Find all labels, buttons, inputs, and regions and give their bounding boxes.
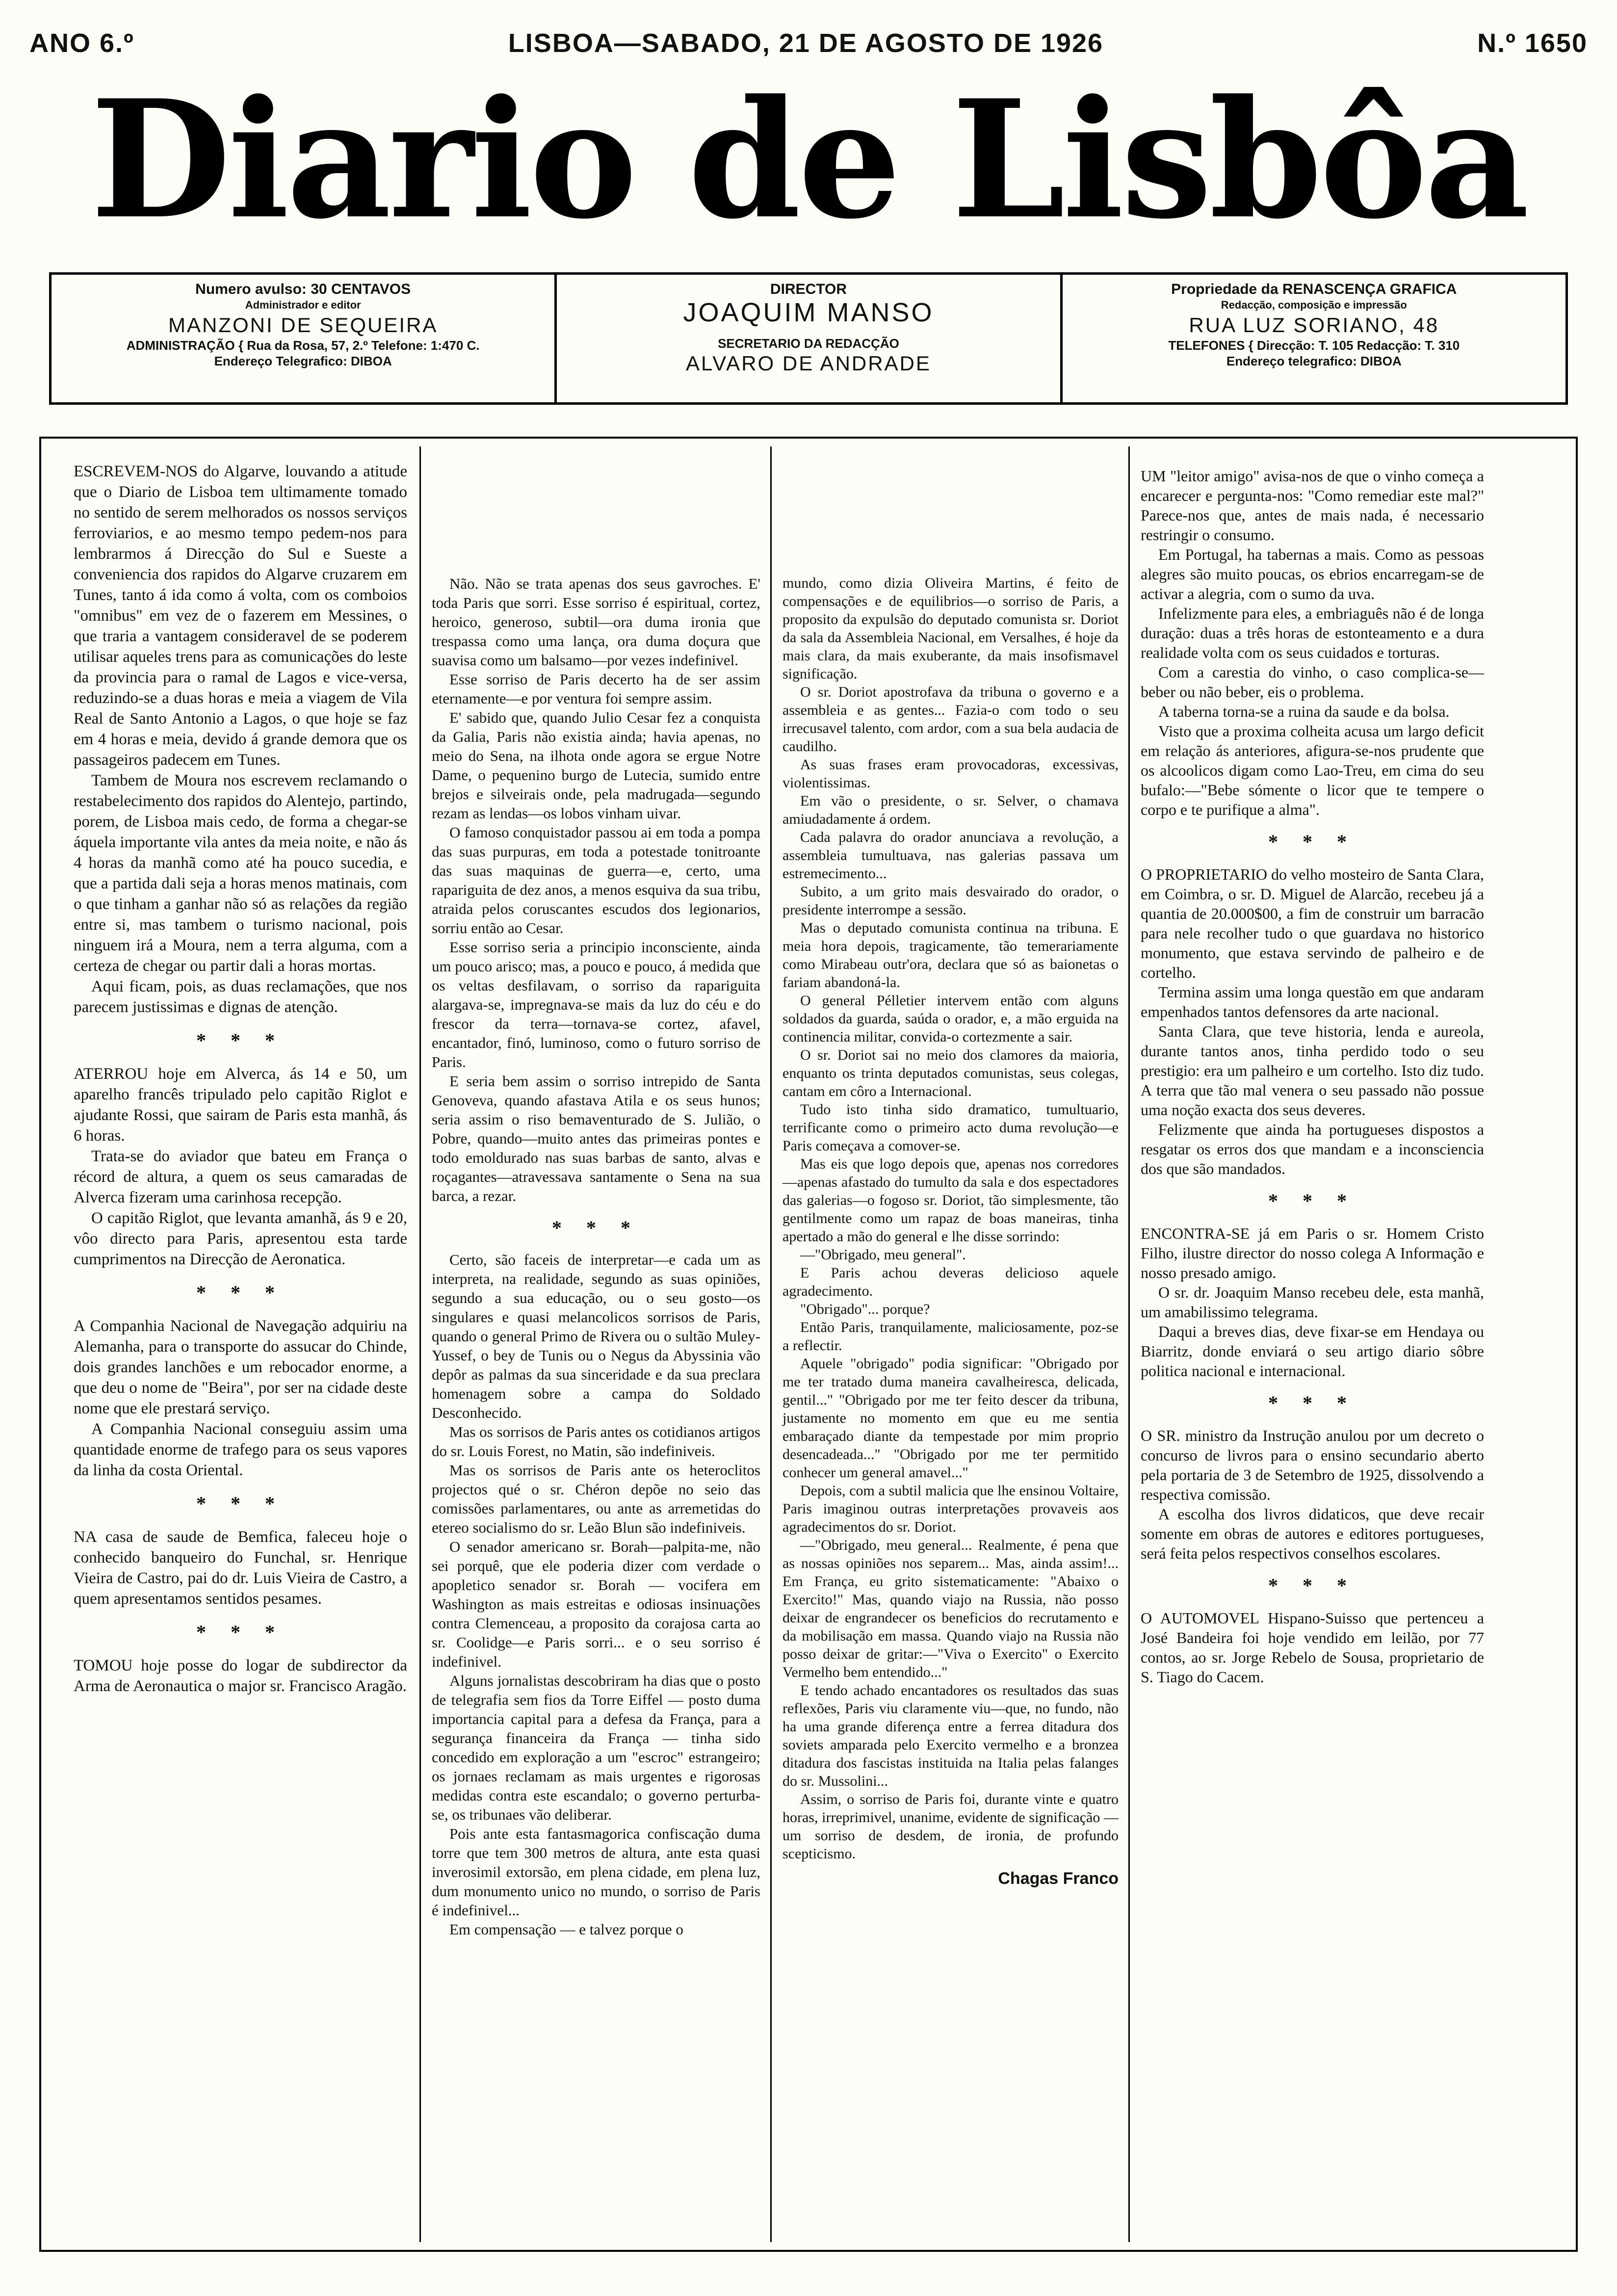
paragraph: Esse sorriso de Paris decerto ha de ser assim eternamente—e por ventura foi sempre assim. [432, 671, 760, 707]
paragraph: O sr. Doriot sai no meio dos clamores da maioria, enquanto os trinta deputados comunistas, seus colegas, cantam em côro a Internacional. [782, 1047, 1119, 1099]
paragraph: Assim, o sorriso de Paris foi, durante vinte e quatro horas, irreprimivel, unanime, evidente de significação — um sorriso de desdem, de ironia, de profundo scepticismo. [782, 1791, 1119, 1862]
paragraph: O famoso conquistador passou ai em toda a pompa das suas purpuras, em toda a potestade tonitroante das suas maquinas de guerra—e, certo, uma rapariguita de dez anos, a menos esquiva da sua tribu, atraida pelos coruscantes escudos dos legionarios, sorriu então ao Cesar. [432, 824, 760, 937]
article-aviator: ATERROU hoje em Alverca, ás 14 e 50, um aparelho francês tripulado pelo capitão Riglot e ajudante Rossi, que sairam de Paris esta manhã, ás 6 horas. [74, 1065, 407, 1145]
paragraph: Tambem de Moura nos escrevem reclamando o restabelecimento dos rapidos do Alentejo, partindo, porem, de Lisboa mais cedo, de forma a chegar-se áquela importante vila antes da meia noite, e não ás 4 horas da manhã como até ha pouco sucedia, e que a partida dali seja a horas menos matinais, com o que tinham a ganhar não só as relações da região entre si, mas tambem o turismo nacional, pois ninguem irá a Moura, nem a terra alguma, com a certeza de chegar ou partir dali a horas mortas. [74, 772, 407, 975]
article-wine: UM "leitor amigo" avisa-nos de que o vinho começa a encarecer e pergunta-nos: "Como remediar este mal?" Parece-nos que, antes de mais nada, é necessario restringir o consumo. [1141, 467, 1484, 544]
paragraph: mundo, como dizia Oliveira Martins, é feito de compensações e de equilibrios—o sorriso de Paris, a proposito da expulsão do deputado comunista sr. Doriot da sala da Assembleia Nacional, em Versalhes, é hoje da mais clara, da mais exuberante, da mais insofismavel significação. [782, 575, 1119, 682]
paragraph: A taberna torna-se a ruina da saude e da bolsa. [1158, 703, 1450, 720]
paragraph: A escolha dos livros didaticos, que deve recair somente em obras de autores e editores portugueses, será feita pelos respectivos conselhos escolares. [1141, 1505, 1484, 1562]
paragraph: Em vão o presidente, o sr. Selver, o chamava amiudadamente á ordem. [782, 793, 1119, 827]
masthead-title: Diario de Lisbôa [90, 64, 1527, 255]
section-divider: * * * [1268, 1190, 1356, 1212]
section-divider: * * * [1268, 1574, 1356, 1596]
paragraph: Tudo isto tinha sido dramatico, tumultuario, terrificante como o primeiro acto duma revolução—e Paris começava a comover-se. [782, 1101, 1119, 1154]
right-ear [1063, 275, 1565, 402]
editor-name: MANZONI DE SEQUEIRA [168, 313, 438, 337]
section-divider: * * * [196, 1029, 285, 1051]
paragraph: Visto que a proxima colheita acusa um largo deficit em relação ás anteriores, afigura-se-nos prudente que os alcoolicos digam como Lao-Treu, em cima do seu bufalo:—"Bebe sómente o licor que te tempere o corpo e te purifique a alma". [1141, 722, 1484, 818]
address-line: RUA LUZ SORIANO, 48 [1189, 313, 1439, 337]
masthead-ears [49, 272, 1568, 405]
printing-label: Redacção, composição e impressão [1221, 299, 1407, 311]
article-instruction-minister: O SR. ministro da Instrução anulou por um decreto o concurso de livros para o ensino secundario aberto pela portaria de 3 de Setembro de 1925, dissolvendo a respectiva comissão. [1141, 1427, 1484, 1503]
owner-line: Propriedade da RENASCENÇA GRAFICA [1171, 281, 1457, 297]
article-aeronautics: TOMOU hoje posse do logar de subdirector da Arma de Aeronautica o major sr. Francisco Aragão. [74, 1657, 407, 1695]
phones-line: TELEFONES { Direcção: T. 105 Redacção: T. 310 [1168, 338, 1460, 353]
issue-number: N.º 1650 [1477, 28, 1588, 58]
paragraph: As suas frases eram provocadoras, excessivas, violentissimas. [782, 757, 1119, 791]
director-label: DIRECTOR [770, 281, 847, 297]
paragraph: E tendo achado encantadores os resultados das suas reflexões, Paris viu claramente viu—que, no fundo, não ha uma grande diferença entre a ferrea ditadura dos soviets amparada pelo Exercito vermelho e a bronzea ditadura dos fascistas instituida na Italia pelas falanges do sr. Mussolini... [782, 1682, 1119, 1789]
price-line: Numero avulso: 30 CENTAVOS [195, 281, 411, 297]
section-divider: * * * [196, 1492, 285, 1514]
article-navigation-company: A Companhia Nacional de Navegação adquiriu na Alemanha, para o transporte do assucar do Chinde, dois grandes lanchões e um rebocador enorme, a que deu o nome de "Beira", por ser na cidade deste nome que ele prestará serviço. [74, 1317, 407, 1417]
director-name: JOAQUIM MANSO [683, 298, 934, 327]
section-divider: * * * [1268, 1392, 1356, 1414]
paragraph: A Companhia Nacional conseguiu assim uma quantidade enorme de trafego para os seus vapores da linha da costa Oriental. [74, 1420, 407, 1479]
column-center-left [432, 574, 760, 1939]
article-santa-clara: O PROPRIETARIO do velho mosteiro de Santa Clara, em Coimbra, o sr. D. Miguel de Alarcão, recebeu já a quantia de 20.000$00, a fim de construir um barracão para nele recolher tudo o que guardava no historico monumento, que estava servindo de palheiro e de cortelho. [1141, 865, 1484, 981]
paragraph: Esse sorriso seria a principio inconsciente, ainda um pouco arisco; mas, a pouco e pouco, á medida que os veltas desfilavam, o sorriso da rapariguita alargava-se, impregnava-se mais da luz do céu e do frescor da terra—tornava-se cortez, afavel, encantador, finó, luminoso, como o futuro sorriso de Paris. [432, 939, 760, 1070]
headline-wrap [427, 456, 1153, 569]
issue-date: LISBOA—SABADO, 21 DE AGOSTO DE 1926 [508, 28, 1104, 58]
paragraph: E Paris achou deveras delicioso aquele agradecimento. [782, 1265, 1119, 1299]
telegraph-address: Endereço Telegrafico: DIBOA [214, 354, 392, 368]
paragraph: Santa Clara, que teve historia, lenda e aureola, durante tantos anos, tinha perdido todo o seu prestigio: era um palheiro e um cortelho. Isto diz tudo. A terra que tão mal venera o seu passado não possue uma noção exacta dos seus deveres. [1141, 1022, 1484, 1119]
paragraph: Daqui a breves dias, deve fixar-se em Hendaya ou Biarritz, donde enviará o seu artigo diario sôbre politica nacional e internacional. [1141, 1323, 1484, 1380]
paragraph: O senador americano sr. Borah—palpita-me, não sei porquê, que ele poderia dizer com verdade o apopletico senador sr. Borah — vocifera em Washington as mais estreitas e odiosas insinuações contra Clemenceau, a proposito da corajosa carta ao sr. Coolidge—e Paris sorri... e o seu sorriso é indefinivel. [432, 1538, 760, 1670]
article-obituary: NA casa de saude de Bemfica, faleceu hoje o conhecido banqueiro do Funchal, sr. Henrique Vieira de Castro, pai do dr. Luis Vieira de Castro, a quem apresentamos sentidos pesames. [74, 1528, 407, 1608]
paragraph: Depois, com a subtil malicia que lhe ensinou Voltaire, Paris imaginou outras interpretações provaveis aos agradecimentos do sr. Doriot. [782, 1483, 1119, 1535]
section-divider: * * * [196, 1621, 285, 1643]
paragraph: Mas os sorrisos de Paris ante os heteroclitos projectos qué o sr. Chéron depõe no seio das comissões parlamentares, ou ante as arremetidas do etereo socialismo do sr. Leão Blun são indefiniveis. [432, 1461, 760, 1536]
telegraph-address-right: Endereço telegrafico: DIBOA [1226, 354, 1402, 368]
column-rule [1128, 446, 1130, 2242]
administration-line: ADMINISTRAÇÃO { Rua da Rosa, 57, 2.º Telefone: 1:470 C. [126, 338, 480, 353]
paragraph: Subito, a um grito mais desvairado do orador, o presidente interrompe a sessão. [782, 884, 1119, 918]
section-divider: * * * [1268, 831, 1356, 853]
author-signature: Chagas Franco [998, 1869, 1119, 1888]
paragraph: Alguns jornalistas descobriram ha dias que o posto de telegrafia sem fios da Torre Eiffel — posto duma importancia capital para a defesa da França, para a segurança financeira da França — tinha sido concedido em exploração a um "escroc" estrangeiro; os jornaes reclamam as mais urgentes e rigorosas medidas contra este escandalo; o governo perturba-se, os tribunaes vão deliberar. [432, 1672, 760, 1823]
column-rule [419, 446, 421, 2242]
paragraph: Mas o deputado comunista continua na tribuna. E meia hora depois, tragicamente, tão temerariamente como Mirabeau outr'ora, declara que só as baionetas o fariam abandoná-la. [782, 920, 1119, 991]
article-homem-cristo: ENCONTRA-SE já em Paris o sr. Homem Cristo Filho, ilustre director do nosso colega A Informação e nosso presado amigo. [1141, 1225, 1484, 1281]
paragraph: Trata-se do aviador que bateu em França o récord de altura, a quem os seus camaradas de Alverca fizeram uma carinhosa recepção. [74, 1148, 407, 1206]
column-rule [770, 446, 772, 2242]
section-divider: * * * [196, 1281, 285, 1304]
paragraph: Aquele "obrigado" podia significar: "Obrigado por me ter tratado duma maneira cavalheiresca, delicada, gentil..." "Obrigado por me ter feito descer da tribuna, justamente no momento em que eu me sentia embaraçado diante da tempestade por mim proprio desencadeada..." "Obrigado por me ter permitido conhecer um general amavel..." [782, 1356, 1119, 1481]
paragraph: Infelizmente para eles, a embriaguês não é de longa duração: duas a três horas de estonteamento e a dura realidade volta com os seus cuidados e torturas. [1141, 604, 1484, 661]
paragraph: Aqui ficam, pois, as duas reclamações, que nos parecem justissimas e dignas de atenção. [74, 978, 407, 1016]
paragraph: Não. Não se trata apenas dos seus gavroches. E' toda Paris que sorri. Esse sorriso é espiritual, cortez, heroico, generoso, subtil—ora duma ironia que trespassa como uma lança, ora duma doçura que suavisa como um balsamo—por vezes indefinivel. [432, 575, 760, 669]
paragraph: —"Obrigado, meu general... Realmente, é pena que as nossas opiniões nos separem... Mas, ainda assim!... Em França, eu grito sistematicamente: "Abaixo o Exercito!" Mas, quando viajo na Russia, não posso deixar de engrandecer os beneficios do recrutamento e da mobilisação em massa. Quando viajo na Russia não posso deixar de gritar:—"Viva o Exercito" o Exercito Vermelho bem entendido..." [782, 1537, 1119, 1680]
paragraph: —"Obrigado, meu general". [800, 1247, 966, 1263]
paragraph: Mas os sorrisos de Paris antes os cotidianos artigos do sr. Louis Forest, no Matin, são indefiniveis. [432, 1423, 760, 1460]
center-ear [554, 275, 1062, 402]
column-left [74, 461, 407, 1696]
paragraph: Em Portugal, ha tabernas a mais. Como as pessoas alegres são muito poucas, os ebrios encarregam-se de activar a alegria, com o sumo da uva. [1141, 546, 1484, 602]
paragraph: O capitão Riglot, que levanta amanhã, ás 9 e 20, vôo directo para Paris, apresentou esta tarde cumprimentos na Direcção de Aeronatica. [74, 1209, 407, 1268]
paragraph: E seria bem assim o sorriso intrepido de Santa Genoveva, quando afastava Atila e os seus hunos; seria assim o riso bemaventurado de S. Julião, o Pobre, quando—muito antes das primeiras pontes e todo emoldurado nas suas barbas de santo, alvas e roçagantes—atravessava santamente o Sena na sua barca, a rezar. [432, 1072, 760, 1204]
paragraph: Em compensação — e talvez porque o [449, 1921, 683, 1938]
left-ear [52, 275, 554, 402]
paragraph: E' sabido que, quando Julio Cesar fez a conquista da Galia, Paris não existia ainda; havia apenas, no meio do Sena, na ilhota onde agora se ergue Notre Dame, o pequenino burgo de Lutecia, sumido entre brejos e silveirais onde, pela madrugada—segundo rezam as lendas—os lobos vinham uivar. [432, 709, 760, 822]
issue-year: ANO 6.º [29, 28, 134, 58]
section-divider: * * * [552, 1217, 640, 1239]
paragraph: Mas eis que logo depois que, apenas nos corredores—apenas afastado do tumulto da sala e dos espectadores das galerias—o fogoso sr. Doriot, tão simplesmente, tão gentilmente como um rapaz de boas maneiras, tinha apertado a mão do general e lhe disse sorrindo: [782, 1156, 1119, 1245]
article-automobile: O AUTOMOVEL Hispano-Suisso que pertenceu a José Bandeira foi hoje vendido em leilão, por 77 contos, ao sr. Jorge Rebelo de Sousa, proprietario de S. Tiago do Cacem. [1141, 1609, 1484, 1686]
paragraph: O sr. dr. Joaquim Manso recebeu dele, esta manhã, um amabilissimo telegrama. [1141, 1283, 1484, 1321]
article-algarve-trains: ESCREVEM-NOS do Algarve, louvando a atitude que o Diario de Lisboa tem ultimamente tomado no sentido de serem melhorados os nossos serviços ferroviarios, e ao mesmo tempo pedem-nos para lembrarmos á Direcção do Sul e Sueste a conveniencia dos rapidos do Algarve cruzarem em Tunes, tanto á ida como á volta, com os comboios "omnibus" em vez de o fazerem em Messines, o que traria a vantagem consideravel de se poderem utilisar aqueles trens para as comunicações do leste da provincia para o ramal de Lagos e vice-versa, reduzindo-se a duas horas e meia a viagem de Vila Real de Santo Antonio a Lagos, o que hoje se faz em 4 horas e meia, devido á grande demora que os passageiros padecem em Tunes. [74, 463, 407, 769]
paragraph: Certo, são faceis de interpretar—e cada um as interpreta, na realidade, segundo as suas opiniões, segundo a sua educação, ou o seu gosto—os singulares e quasi melancolicos sorrisos de Paris, quando o general Primo de Rivera ou o sultão Muley-Yussef, o bey de Tunis ou o Negus da Abyssinia vão depôr as palmas da sua sinceridade e da sua preclara homenagem sobre a campa do Soldado Desconhecido. [432, 1251, 760, 1421]
paragraph: Felizmente que ainda ha portugueses dispostos a resgatar os erros dos que mandam e a inconsciencia dos que são mandados. [1141, 1121, 1484, 1177]
paragraph: Com a carestia do vinho, o caso complica-se—beber ou não beber, eis o problema. [1141, 663, 1484, 701]
paragraph: O general Pélletier intervem então com alguns soldados da guarda, saúda o orador, e, a mão erguida na continencia militar, convida-o cortezmente a sair. [782, 992, 1119, 1045]
paragraph: O sr. Doriot apostrofava da tribuna o governo e a assembleia e as gentes... Fazia-o com todo o seu irrecusavel talento, com ardor, com a sua bela audacia de caudilho. [782, 684, 1119, 755]
paragraph: Termina assim uma longa questão em que andaram empenhados tantos defensores da arte nacional. [1141, 983, 1484, 1020]
secretary-name: ALVARO DE ANDRADE [686, 352, 931, 375]
secretary-label: SECRETARIO DA REDACÇÃO [718, 336, 899, 351]
dateline [29, 24, 1588, 63]
column-center-right [782, 574, 1119, 1888]
paragraph: Então Paris, tranquilamente, maliciosamente, poz-se a reflectir. [782, 1319, 1119, 1354]
editor-label: Administrador e editor [245, 299, 361, 311]
paragraph: "Obrigado"... porque? [800, 1301, 930, 1317]
paragraph: Pois ante esta fantasmagorica confiscação duma torre que tem 300 metros de altura, ante esta quasi inverosimil extorsão, em plena cidade, em plena luz, dum monumento unico no mundo, o sorriso de Paris é indefinivel... [432, 1825, 760, 1919]
paragraph: Cada palavra do orador anunciava a revolução, a assembleia tumultuava, nas galerias passava um estremecimento... [782, 829, 1119, 882]
column-right [1141, 466, 1484, 1687]
